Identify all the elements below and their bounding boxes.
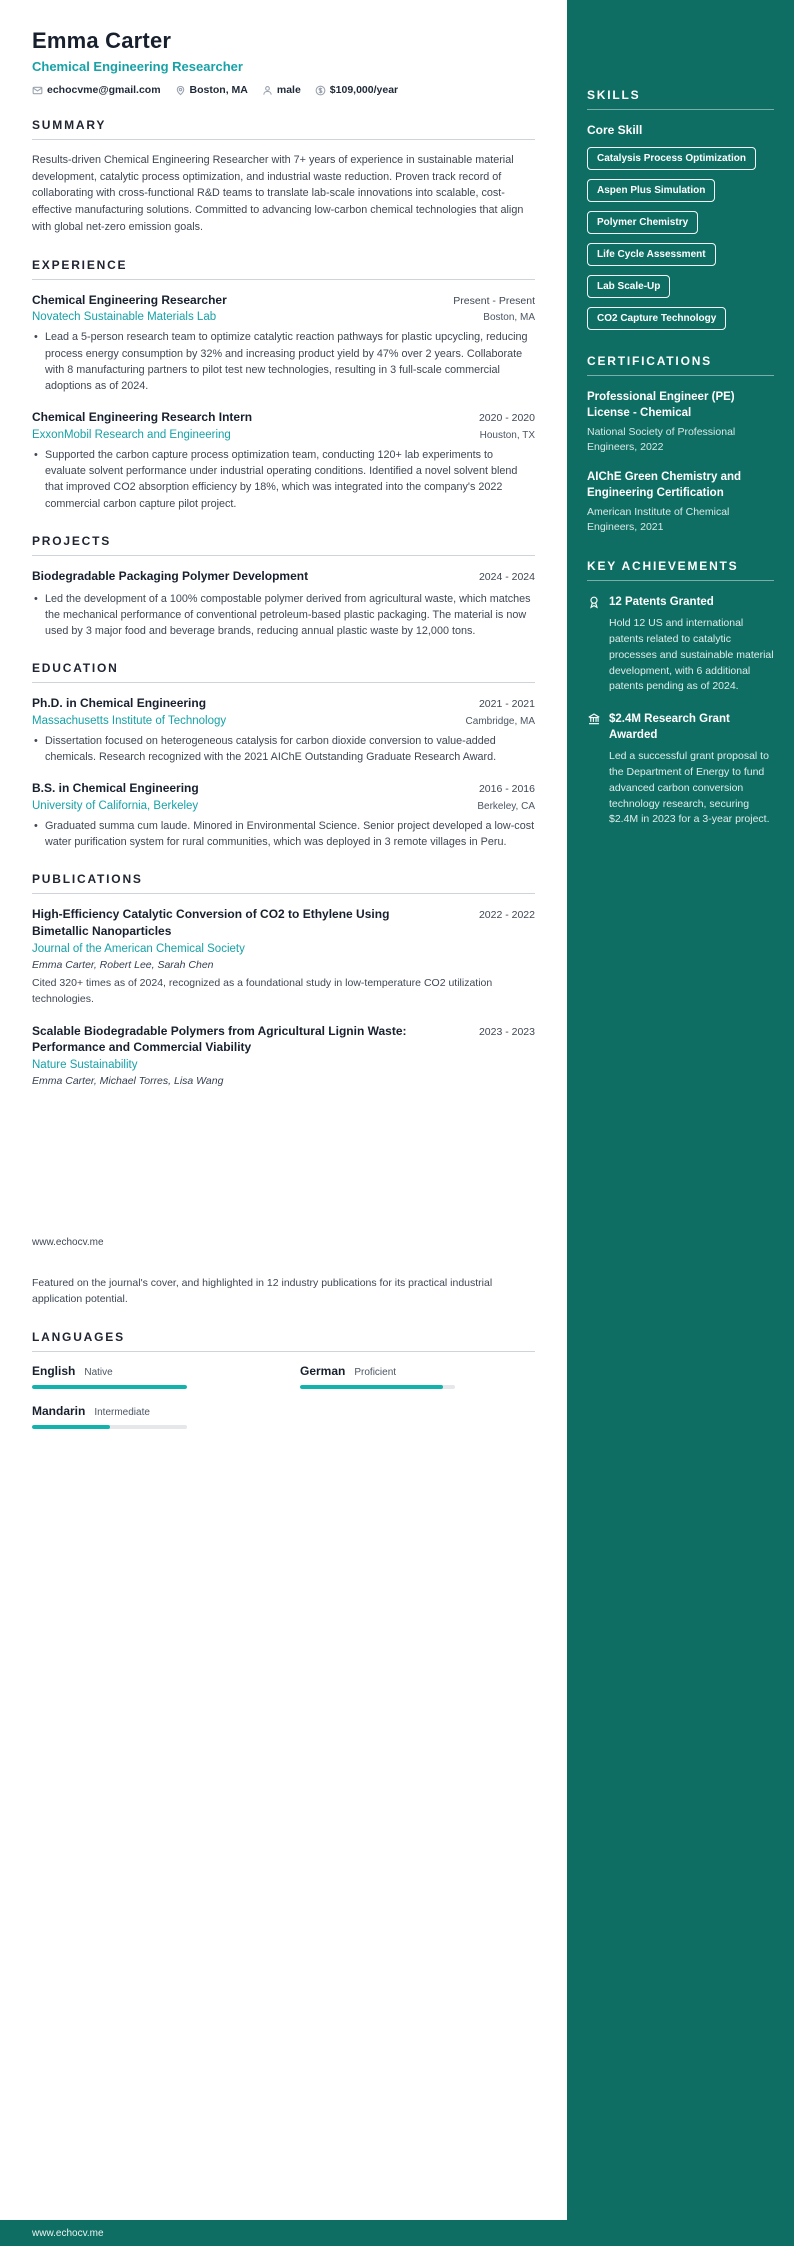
experience-title-row [32, 292, 535, 309]
education-entry [32, 780, 535, 850]
education-title-row [32, 780, 535, 797]
education-entry [32, 695, 535, 765]
resume-sidebar [567, 0, 794, 2246]
summary-section [32, 118, 535, 236]
project-dates: 2024 - 2024 [478, 570, 535, 583]
job-dates: Present - Present [453, 294, 535, 307]
language-progress-fill [300, 1385, 443, 1389]
job-title: Chemical Engineering Research Intern [32, 410, 253, 425]
certification-org: National Society of Professional Engineers, 2022 [587, 426, 736, 454]
project-bullet: • Led the development of a 100% compostable polymer derived from agricultural waste, which matches the mechanical performance of conventional petroleum-based plastic packaging. The material is now used by 3 major food and beverage brands, reducing annual plastic waste by 12,000 tons. [32, 591, 535, 640]
education-section [32, 661, 535, 850]
contact-salary [315, 84, 398, 96]
achievements-section [587, 559, 774, 828]
achievement-item [587, 594, 774, 695]
education-bullet: • Dissertation focused on heterogeneous catalysis for carbon dioxide conversion to value-added chemicals. Research recognized with the 2021 AIChE Outstanding Graduate Research Award. [32, 733, 535, 765]
job-location: Houston, TX [479, 430, 535, 442]
skill-tag: Lab Scale-Up [587, 275, 670, 298]
contact-gender-text: male [276, 84, 301, 96]
achievement-item [587, 711, 774, 828]
language-progress-fill [32, 1425, 110, 1429]
publications-heading: PUBLICATIONS [32, 872, 535, 894]
publication-entry [32, 1023, 535, 1088]
certification-item [587, 469, 774, 536]
education-title-row [32, 695, 535, 712]
dollar-icon [315, 85, 326, 96]
contact-salary-text: $109,000/year [329, 84, 399, 96]
achievement-description: Hold 12 US and international patents related to catalytic processes and sustainable material development, with 6 additional patents pending as of 2024. [609, 617, 774, 693]
certification-item [587, 389, 774, 456]
publication-title: Scalable Biodegradable Polymers from Agricultural Lignin Waste: Performance and Commercial Viability [32, 1023, 407, 1055]
publication-title-row [32, 906, 535, 940]
school-link: Massachusetts Institute of Technology [32, 714, 227, 727]
contact-row [32, 84, 535, 96]
school-location: Cambridge, MA [465, 715, 535, 727]
language-progress-fill [32, 1385, 187, 1389]
certification-name: Professional Engineer (PE) License - Chemical [587, 391, 735, 420]
publication-journal-row [32, 943, 535, 955]
skill-tag: Aspen Plus Simulation [587, 179, 715, 202]
candidate-name: Emma Carter [32, 28, 172, 53]
achievements-heading: KEY ACHIEVEMENTS [587, 559, 774, 581]
project-title-row [32, 568, 535, 585]
publication-note-continued: Featured on the journal's cover, and highlighted in 12 industry publications for its practical industrial application potential. [32, 1277, 493, 1305]
language-level: Native [84, 1366, 113, 1378]
location-pin-icon [175, 85, 186, 96]
achievement-header [587, 711, 774, 743]
achievement-title: $2.4M Research Grant Awarded [609, 713, 730, 742]
language-name: Mandarin [32, 1403, 86, 1418]
education-school-row [32, 715, 535, 727]
language-level: Proficient [354, 1366, 397, 1378]
language-level: Intermediate [94, 1406, 150, 1418]
certification-name: AIChE Green Chemistry and Engineering Certification [587, 470, 742, 499]
language-item [32, 1364, 187, 1389]
publication-journal-row [32, 1059, 535, 1071]
degree-dates: 2021 - 2021 [478, 698, 535, 711]
journal-link: Journal of the American Chemical Society [32, 943, 245, 956]
summary-text: Results-driven Chemical Engineering Researcher with 7+ years of experience in sustainable material development, catalytic process optimization, and industrial waste reduction. Proven track record of collaborating with cross-functional R&D teams to translate lab-scale innovations into scalable, cost-effective manufacturing solutions. Committed to advancing low-carbon chemical technologies that align with global net-zero emission goals. [32, 154, 524, 233]
watermark-url[interactable]: www.echocv.me [32, 1237, 104, 1249]
skill-tag: Polymer Chemistry [587, 211, 698, 234]
publication-title-row [32, 1023, 535, 1057]
projects-section [32, 534, 535, 639]
experience-entry [32, 409, 535, 512]
job-bullet: • Lead a 5-person research team to optimize catalytic reaction pathways for plastic upcycling, reducing process energy consumption by 32% and increasing product yield by 47% over 2 years. Collaborate with 8 manufacturing partners to pilot test new technologies, resulting in 3 full-scale commercial adoptions as of 2024. [32, 329, 535, 394]
languages-section [32, 1330, 535, 1429]
experience-company-row [32, 429, 535, 441]
skill-tag: CO2 Capture Technology [587, 307, 726, 330]
language-progress-track [300, 1385, 455, 1389]
journal-link: Nature Sustainability [32, 1059, 138, 1072]
language-label-row [32, 1404, 187, 1418]
language-item [300, 1364, 455, 1389]
language-item [32, 1404, 187, 1429]
job-title: Chemical Engineering Researcher [32, 292, 227, 307]
summary-heading: SUMMARY [32, 118, 535, 140]
skills-heading: SKILLS [587, 88, 774, 110]
language-progress-track [32, 1385, 187, 1389]
mail-icon [32, 85, 43, 96]
contact-gender [262, 84, 301, 96]
languages-heading: LANGUAGES [32, 1330, 535, 1352]
publication-authors: Emma Carter, Michael Torres, Lisa Wang [32, 1075, 224, 1088]
school-link: University of California, Berkeley [32, 800, 199, 813]
skill-tag: Life Cycle Assessment [587, 243, 716, 266]
publication-dates: 2023 - 2023 [478, 1025, 535, 1038]
contact-location-text: Boston, MA [189, 84, 248, 96]
skills-group-label: Core Skill [587, 123, 643, 137]
certifications-heading: CERTIFICATIONS [587, 354, 774, 376]
publication-title: High-Efficiency Catalytic Conversion of CO2 to Ethylene Using Bimetallic Nanoparticles [32, 907, 390, 939]
candidate-job-title: Chemical Engineering Researcher [32, 59, 243, 74]
achievement-description: Led a successful grant proposal to the Department of Energy to fund advanced carbon conversion technology research, securing $2.4M in 2023 for a 3-year project. [609, 750, 770, 826]
education-school-row [32, 800, 535, 812]
experience-entry [32, 292, 535, 395]
skills-section [587, 88, 774, 330]
languages-grid [32, 1364, 535, 1429]
achievement-title: 12 Patents Granted [609, 596, 714, 609]
language-name: German [300, 1363, 346, 1378]
language-label-row [300, 1364, 455, 1378]
job-dates: 2020 - 2020 [478, 412, 535, 425]
experience-company-row [32, 311, 535, 323]
publication-authors: Emma Carter, Robert Lee, Sarah Chen [32, 959, 214, 972]
language-label-row [32, 1364, 187, 1378]
projects-heading: PROJECTS [32, 534, 535, 556]
school-location: Berkeley, CA [477, 801, 535, 813]
certifications-section [587, 354, 774, 535]
resume-header [32, 28, 535, 96]
degree-title: Ph.D. in Chemical Engineering [32, 696, 207, 711]
degree-title: B.S. in Chemical Engineering [32, 781, 199, 796]
experience-section [32, 258, 535, 512]
contact-email-text: echocvme@gmail.com [47, 84, 161, 96]
skill-tag: Catalysis Process Optimization [587, 147, 756, 170]
publication-dates: 2022 - 2022 [478, 909, 535, 922]
job-company-link: ExxonMobil Research and Engineering [32, 429, 231, 442]
contact-email [32, 84, 161, 96]
language-progress-track [32, 1425, 187, 1429]
achievement-header [587, 594, 774, 610]
footer-watermark-url[interactable]: www.echocv.me [32, 2228, 104, 2239]
education-bullet: • Graduated summa cum laude. Minored in Environmental Science. Senior project developed a low-cost water purification system for rural communities, which was deployed in 3 remote villages in Peru. [32, 818, 535, 850]
experience-heading: EXPERIENCE [32, 258, 535, 280]
job-location: Boston, MA [483, 312, 535, 324]
degree-dates: 2016 - 2016 [478, 783, 535, 796]
publication-entry [32, 906, 535, 1007]
job-bullet: • Supported the carbon capture process optimization team, conducting 120+ lab experiments to evaluate solvent performance under industrial operating conditions. Identified a novel solvent blend that improved CO2 absorption efficiency by 18%, which was integrated into the company's 2022 commercial carbon capture pilot project. [32, 447, 535, 512]
person-icon [262, 85, 273, 96]
job-company-link: Novatech Sustainable Materials Lab [32, 311, 217, 324]
contact-location [175, 84, 248, 96]
project-entry [32, 568, 535, 639]
education-heading: EDUCATION [32, 661, 535, 683]
publications-section [32, 872, 535, 1087]
certification-org: American Institute of Chemical Engineers, 2021 [587, 505, 730, 534]
bank-grant-icon [587, 712, 601, 726]
publication-note: Cited 320+ times as of 2024, recognized as a foundational study in low-temperature CO2 utilization technologies. [32, 977, 493, 1005]
language-name: English [32, 1363, 76, 1378]
project-title: Biodegradable Packaging Polymer Development [32, 568, 309, 583]
medal-icon [587, 595, 601, 609]
experience-title-row [32, 409, 535, 426]
